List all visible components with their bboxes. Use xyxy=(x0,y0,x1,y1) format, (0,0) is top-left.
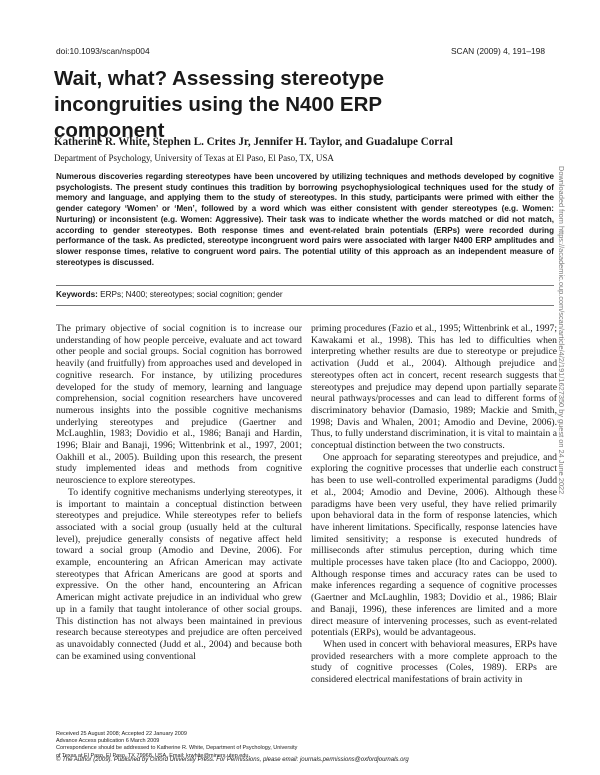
body-column-left xyxy=(56,323,302,662)
footnotes xyxy=(56,731,302,760)
download-watermark: Downloaded from https://academic.oup.com/scan/article/4/2/191/1627350 by guest on 24 June 2022 xyxy=(557,166,566,495)
journal-citation-header: SCAN (2009) 4, 191–198 xyxy=(450,46,545,56)
correspondence-note: Correspondence should be addressed to Katherine R. White, Department of Psychology, University of Texas at El Paso, El Paso, TX 79968, USA. Email: krwhite@miners.utep.edu. xyxy=(56,745,298,759)
divider-top xyxy=(56,285,554,286)
body-paragraph: One approach for separating stereotypes and prejudice, and exploring the cognitive processes that underlie each construct has been to use well-controlled experimental paradigms (Judd et al., 2004; Amodio and Devine, 2006). Although these paradigms have been very useful, they have relied primarily upon behavioral data in the form of response latencies, which have inherent limitations. Specifically, response latencies have limited sensitivity; a response is executed hundreds of milliseconds after stimulus perception, during which time multiple processes have taken place (Ito and Cacioppo, 2000). Although response times and accuracy rates can be used to make inferences regarding a sequence of cognitive processes (Gaertner and McLaughlin, 1983; Dovidio et al., 1986; Blair and Banaji, 1996), these inferences are limited and a more direct measure of intervening processes, such as event-related potentials (ERPs), would be advantageous. xyxy=(311,451,557,639)
body-paragraph: The primary objective of social cognition is to increase our understanding of how people perceive, evaluate and act toward other people and social groups. Social cognition has borrowed heavily (and fruitfully) from approaches used and developed in cognitive research. For instance, by utilizing procedures developed for the study of memory, learning and language comprehension, social cognition researchers have uncovered numerous insights into the possible cognitive mechanisms underlying stereotypes and prejudice (Gaertner and McLaughlin, 1983; Dovidio et al., 1986; Banaji and Hardin, 1996; Blair and Banaji, 1996; Wittenbrink et al., 1997, 2001; Oakhill et al., 2005). Building upon this research, the present study implemented ideas and methods from cognitive neuroscience to explore stereotypes. xyxy=(56,323,302,487)
author-list: Katherine R. White, Stephen L. Crites Jr, Jennifer H. Taylor, and Guadalupe Corral xyxy=(54,136,453,148)
abstract: Numerous discoveries regarding stereotypes have been uncovered by utilizing techniques and methods developed by cognitive psychologists. The present study continues this tradition by borrowing psychophysiological techniques used for the study of memory and language, and applying them to the study of stereotypes. In this study, participants were primed with either the gender category ‘Women’ or ‘Men’, followed by a word which was either consistent with gender stereotypes (e.g. Women: Nurturing) or inconsistent (e.g. Women: Aggressive). Their task was to indicate whether the words matched or did not match, according to gender stereotypes. Both response times and event-related brain potentials (ERPs) were recorded during performance of the task. As predicted, stereotype incongruent word pairs were associated with larger N400 ERP amplitudes and slower response times, relative to congruent word pairs. The potential utility of this approach as an independent measure of stereotypes is discussed. xyxy=(56,172,554,267)
body-paragraph: When used in concert with behavioral measures, ERPs have provided researchers with a more complete approach to the study of cognitive processes (Coles, 1989). ERPs are considered electrical manifestations of brain activity in xyxy=(311,638,557,686)
body-column-right xyxy=(311,323,557,686)
keywords-line xyxy=(56,290,283,299)
received-date-note: Received 25 August 2008; Accepted 22 January 2009 xyxy=(56,731,187,737)
divider-bottom xyxy=(56,305,554,306)
advance-access-note: Advance Access publication 6 March 2009 xyxy=(56,738,160,745)
doi-header: doi:10.1093/scan/nsp004 xyxy=(56,46,150,56)
affiliation: Department of Psychology, University of Texas at El Paso, El Paso, TX, USA xyxy=(54,153,334,163)
article-title: Wait, what? Assessing stereotype incongruities using the N400 ERP component xyxy=(54,67,384,142)
keywords-label: Keywords: xyxy=(56,290,98,299)
copyright-line: © The Author (2009). Published by Oxford University Press. For Permissions, please email: journals.permissions@oxfordjournals.org xyxy=(56,757,409,763)
keywords-text: ERPs; N400; stereotypes; social cognition; gender xyxy=(97,290,283,299)
body-paragraph: priming procedures (Fazio et al., 1995; Wittenbrink et al., 1997; Kawakami et al., 1998). This has led to difficulties when interpreting whether results are due to stereotype or prejudice activation (Judd et al., 2004). Although prejudice and stereotypes often act in concert, recent research suggests that stereotypes and prejudice may depend upon partially separate neural pathways/processes and can lead to different forms of discriminatory behavior (Damasio, 1989; Mackie and Smith, 1998; Davis and Whalen, 2001; Amodio and Devine, 2006). Thus, to fully understand discrimination, it is vital to maintain a conceptual distinction between the two constructs. xyxy=(311,323,557,452)
body-paragraph: To identify cognitive mechanisms underlying stereotypes, it is important to maintain a conceptual distinction between stereotypes and prejudice. While stereotypes refer to beliefs associated with a social group (usually held at the cultural level), prejudice generally consists of negative affect held toward a social group (Amodio and Devine, 2006). For example, encountering an African American may activate stereotypes that African Americans are good at sports and expressive. On the other hand, encountering an African American might activate prejudice in an individual who grew up in a family that taught intolerance of other social groups. This distinction has not always been maintained in previous research because stereotypes and prejudice are often perceived as unavoidably connected (Judd et al., 2004) and because both can be examined using conventional xyxy=(56,486,302,662)
